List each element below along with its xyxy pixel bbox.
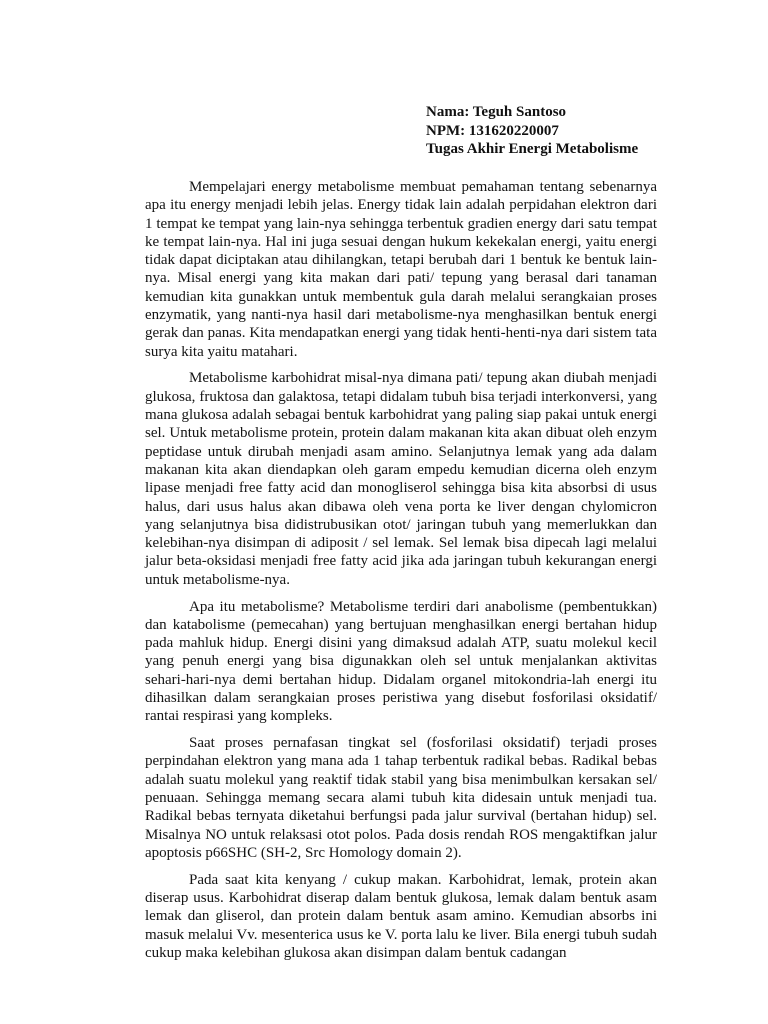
paragraph-2: Metabolisme karbohidrat misal-nya dimana pati/ tepung akan diubah menjadi glukosa, fruktosa dan galaktosa, tetapi didalam tubuh bisa terjadi interkonversi, yang mana glukosa adalah sebagai bentuk karbohidrat yang paling siap pakai untuk energi sel. Untuk metabolisme protein, protein dalam makanan kita akan dibuat oleh enzym peptidase untuk dirubah menjadi asam amino. Selanjutnya lemak yang ada dalam makanan kita akan diendapkan oleh garam empedu kemudian dicerna oleh enzym lipase menjadi free fatty acid dan monogliserol sehingga bisa kita absorbsi di usus halus, dari usus halus akan dibawa oleh vena porta ke liver dengan chylomicron yang selanjutnya bisa didistrubusikan otot/ jaringan tubuh yang memerlukkan dan kelebihan-nya disimpan di adiposit / sel lemak. Sel lemak bisa dipecah lagi melalui jalur beta-oksidasi menjadi free fatty acid jika ada jaringan tubuh kekurangan energi untuk metabolisme-nya. — [145, 370, 657, 588]
paragraph-4: Saat proses pernafasan tingkat sel (fosforilasi oksidatif) terjadi proses perpindahan elektron yang mana ada 1 tahap terbentuk radikal bebas. Radikal bebas adalah suatu molekul yang reaktif tidak stabil yang bisa menimbulkan kersakan sel/ penuaan. Sehingga memang secara alami tubuh kita didesain untuk menjadi tua. Radikal bebas ternyata diketahui berfungsi pada jalur survival (bertahan hidup) sel. Misalnya NO untuk relaksasi otot polos. Pada dosis rendah ROS mengaktifkan jalur apoptosis p66SHC (SH-2, Src Homology domain 2). — [145, 735, 657, 861]
document-body — [145, 178, 657, 962]
paragraph-3: Apa itu metabolisme? Metabolisme terdiri dari anabolisme (pembentukkan) dan katabolisme (pemecahan) yang bertujuan menghasilkan energi bertahan hidup pada mahluk hidup. Energi disini yang dimaksud adalah ATP, suatu molekul kecil yang penuh energi yang bisa digunakkan oleh sel untuk menjalankan aktivitas sehari-hari-nya demi bertahan hidup. Didalam organel mitokondria-lah energi itu dihasilkan dalam serangkaian proses peristiwa yang disebut fosforilasi oksidatif/ rantai respirasi yang kompleks. — [145, 598, 657, 725]
document-header — [426, 103, 638, 159]
student-number: NPM: 131620220007 — [426, 122, 559, 139]
paragraph-5: Pada saat kita kenyang / cukup makan. Karbohidrat, lemak, protein akan diserap usus. Karbohidrat diserap dalam bentuk glukosa, lemak dalam bentuk asam lemak dan gliserol, dan protein dalam bentuk asam amino. Kemudian absorbs ini masuk melalui Vv. mesenterica usus ke V. porta lalu ke liver. Bila energi tubuh sudah cukup maka kelebihan glukosa akan disimpan dalam bentuk cadangan — [145, 871, 657, 961]
author-name: Nama: Teguh Santoso — [426, 104, 567, 120]
assignment-title: Tugas Akhir Energi Metabolisme — [426, 141, 639, 157]
paragraph-1: Mempelajari energy metabolisme membuat pemahaman tentang sebenarnya apa itu energy menjadi lebih jelas. Energy tidak lain adalah perpidahan elektron dari 1 tempat ke tempat yang lain-nya sehingga terbentuk gradien energy dari satu tempat ke tempat lain-nya. Hal ini juga sesuai dengan hukum kekekalan energi, yaitu energi tidak dapat diciptakan atau dihilangkan, tetapi berubah dari 1 bentuk ke bentuk lain-nya. Misal energi yang kita makan dari pati/ tepung yang berasal dari tanaman kemudian kita gunakkan untuk membentuk gula darah melalui serangkaian proses enzymatik, yang nanti-nya hasil dari metabolisme-nya menghasilkan bentuk energi gerak dan panas. Kita mendapatkan energi yang tidak henti-henti-nya dari sistem tata surya kita yaitu matahari. — [145, 179, 657, 360]
